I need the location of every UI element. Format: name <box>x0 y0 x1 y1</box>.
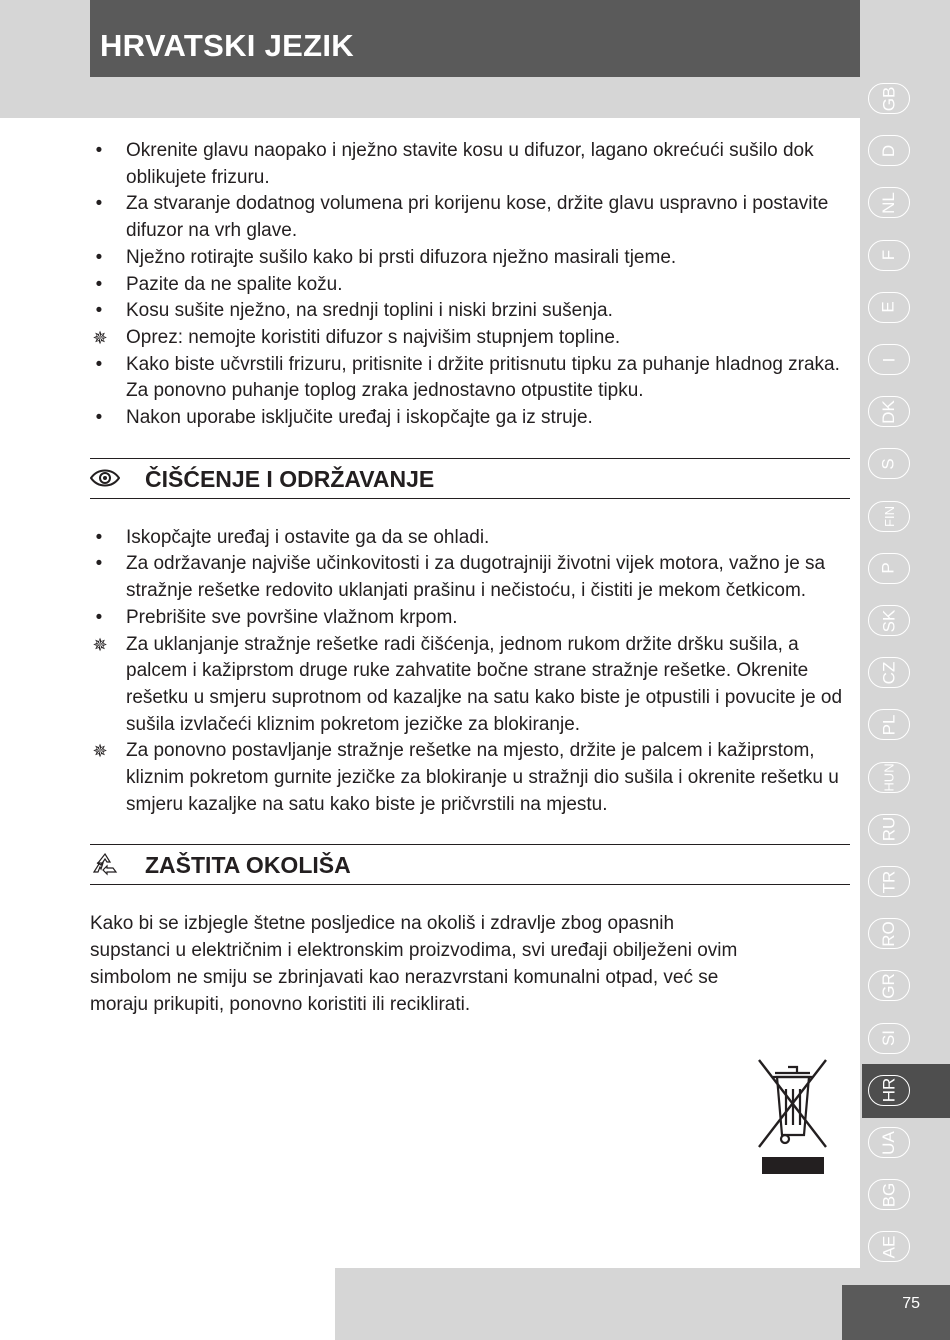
language-tab-s <box>862 437 950 491</box>
language-code: CZ <box>878 661 898 685</box>
language-tab-f <box>862 229 950 283</box>
list-item-text: Za održavanje najviše učinkovitosti i za dugotrajniji životni vijek motora, važno je sa stražnje rešetke redovito uklanjati prašinu i nečistoću, i čistiti je mekom četkicom. <box>126 553 826 602</box>
language-tab-nl <box>862 176 950 230</box>
language-badge <box>868 709 910 740</box>
language-tab-pl <box>862 698 950 752</box>
bullet-icon: • <box>95 246 103 268</box>
language-tab-dk <box>862 385 950 439</box>
language-badge <box>868 1127 910 1158</box>
list-item-text: Prebrišite sve površine vlažnom krpom. <box>126 606 458 628</box>
language-code: GR <box>879 973 898 999</box>
language-code: SK <box>879 609 898 632</box>
language-code: SI <box>879 1030 898 1047</box>
language-code: NL <box>878 192 898 214</box>
language-badge <box>868 187 910 218</box>
language-tab-si <box>862 1012 950 1066</box>
crossed-out-wheelie-bin-icon <box>755 1025 830 1175</box>
list-item <box>90 245 850 272</box>
language-code: GB <box>879 86 898 111</box>
list-item-text: Nakon uporabe isključite uređaj i iskopčajte ga iz struje. <box>126 407 593 429</box>
cleaning-section-title: ČIŠĆENJE I ODRŽAVANJE <box>145 465 435 492</box>
list-item-text: Iskopčajte uređaj i ostavite ga da se ohladi. <box>126 526 490 548</box>
language-tab-gb <box>862 72 950 126</box>
environment-section-header <box>90 844 850 885</box>
bullet-icon: • <box>95 193 103 215</box>
bullet-icon: • <box>95 273 103 295</box>
language-badge <box>868 970 910 1001</box>
language-tab-cz <box>862 646 950 700</box>
language-code: D <box>879 144 898 157</box>
language-badge <box>868 292 910 323</box>
language-code: E <box>879 301 898 313</box>
language-code: RU <box>879 817 898 842</box>
caution-star-icon: ✵ <box>92 634 108 655</box>
list-item-text: Nježno rotirajte sušilo kako bi prsti difuzora nježno masirali tjeme. <box>126 246 677 268</box>
language-code: DK <box>879 399 898 424</box>
language-tab-hun <box>862 751 950 805</box>
list-item <box>90 298 850 325</box>
list-item <box>90 272 850 299</box>
cleaning-note-2 <box>90 738 850 818</box>
language-tab-tr <box>862 855 950 909</box>
language-code: FIN <box>881 505 897 527</box>
page-number: 75 <box>842 1285 950 1340</box>
language-badge <box>868 135 910 166</box>
language-badge <box>868 1023 910 1054</box>
language-tab-d <box>862 124 950 178</box>
environment-text: Kako bi se izbjegle štetne posljedice na okoliš i zdravlje zbog opasnih supstanci u električnim i elektronskim proizvodima, svi uređaji obilježeni ovim simbolom ne smiju se zbrinjavati kao nerazvrstani komunalni otpad, već se moraju prikupiti, ponovno koristiti ili reciklirati. <box>90 913 738 1015</box>
language-tab-ua <box>862 1116 950 1170</box>
list-item <box>90 632 850 739</box>
language-badge <box>868 240 910 271</box>
language-tab-gr <box>862 959 950 1013</box>
list-item <box>90 138 850 191</box>
caution-star-icon: ✵ <box>92 741 108 762</box>
language-badge <box>868 1075 910 1106</box>
language-badge <box>868 866 910 897</box>
list-item-text: Okrenite glavu naopako i nježno stavite kosu u difuzor, lagano okrećući sušilo dok oblikujete frizuru. <box>126 140 814 188</box>
language-badge <box>868 918 910 949</box>
list-item <box>90 352 850 405</box>
language-code: RO <box>879 920 898 947</box>
bullet-icon: • <box>95 407 103 429</box>
recycle-icon <box>90 852 120 876</box>
note-text: Za uklanjanje stražnje rešetke radi čišćenja, jednom rukom držite dršku sušila, a palcem i kažiprstom druge ruke zahvatite bočne strane stražnje rešetke. Okrenite rešetku u smjeru suprotnom od kazaljke na satu kako biste je otpustili i povucite je od sušila izvlačeći kliznim pokretom jezičke za blokiranje. <box>126 633 843 735</box>
eye-icon <box>90 466 120 490</box>
main-content <box>90 138 850 1018</box>
language-badge <box>868 762 910 793</box>
language-tab-ro <box>862 907 950 961</box>
list-item <box>90 525 850 552</box>
bullet-icon: • <box>95 353 103 375</box>
cleaning-instructions <box>90 525 850 632</box>
note-text: Za ponovno postavljanje stražnje rešetke na mjesto, držite je palcem i kažiprstom, kliznim pokretom gurnite jezičke za blokiranje u stražnji dio sušila i okrenite rešetku u smjeru kazaljke na satu kako biste je pričvrstili na mjestu. <box>126 740 839 815</box>
language-badge <box>868 344 910 375</box>
language-code: F <box>878 249 898 261</box>
language-badge <box>868 657 910 688</box>
list-item-text: Kako biste učvrstili frizuru, pritisnite i držite pritisnutu tipku za puhanje hladnog zraka. Za ponovno puhanje toplog zraka jednostavno otpustite tipku. <box>126 353 840 402</box>
language-tab-fin <box>862 490 950 544</box>
cleaning-note-1 <box>90 632 850 739</box>
language-code: BG <box>879 1182 898 1207</box>
language-tab-ae <box>862 1220 950 1274</box>
language-code: UA <box>879 1130 898 1155</box>
bullet-icon: • <box>95 553 103 575</box>
page-title: HRVATSKI JEZIK <box>90 0 860 77</box>
bullet-icon: • <box>95 606 103 628</box>
caution-star-icon: ✵ <box>92 327 108 348</box>
bullet-icon: • <box>95 526 103 548</box>
language-badge <box>868 814 910 845</box>
language-code: PL <box>878 714 898 736</box>
language-code: P <box>879 562 898 574</box>
language-tab-sk <box>862 594 950 648</box>
language-badge <box>868 1179 910 1210</box>
language-tab-hr <box>862 1064 950 1118</box>
list-item <box>90 325 850 352</box>
language-tab-i <box>862 333 950 387</box>
list-item <box>90 191 850 244</box>
language-badge <box>868 501 910 532</box>
intro-instructions <box>90 138 850 432</box>
language-tab-e <box>862 281 950 335</box>
list-item-text: Kosu sušite nježno, na srednji toplini i niski brzini sušenja. <box>126 300 613 322</box>
language-code: AE <box>879 1235 898 1259</box>
language-code: I <box>878 357 898 362</box>
language-code: S <box>879 458 898 470</box>
list-item <box>90 605 850 632</box>
language-tab-ru <box>862 803 950 857</box>
language-code: TR <box>878 870 898 893</box>
bullet-icon: • <box>95 300 103 322</box>
language-badge <box>868 83 910 114</box>
language-badge <box>868 605 910 636</box>
language-badge <box>868 1231 910 1262</box>
list-item-text: Oprez: nemojte koristiti difuzor s najvišim stupnjem topline. <box>126 326 621 348</box>
language-badge <box>868 553 910 584</box>
language-badge <box>868 448 910 479</box>
language-badge <box>868 396 910 427</box>
list-item <box>90 738 850 818</box>
environment-section-title: ZAŠTITA OKOLIŠA <box>145 852 351 879</box>
language-tab-bg <box>862 1168 950 1222</box>
list-item <box>90 405 850 432</box>
language-tab-p <box>862 542 950 596</box>
cleaning-section-header <box>90 458 850 499</box>
list-item <box>90 551 850 604</box>
list-item-text: Za stvaranje dodatnog volumena pri korijenu kose, držite glavu uspravno i postavite difuzor na vrh glave. <box>126 193 829 242</box>
language-code: HUN <box>881 763 897 792</box>
bullet-icon: • <box>95 140 103 161</box>
list-item-text: Pazite da ne spalite kožu. <box>126 273 343 295</box>
language-code: HR <box>879 1078 898 1103</box>
